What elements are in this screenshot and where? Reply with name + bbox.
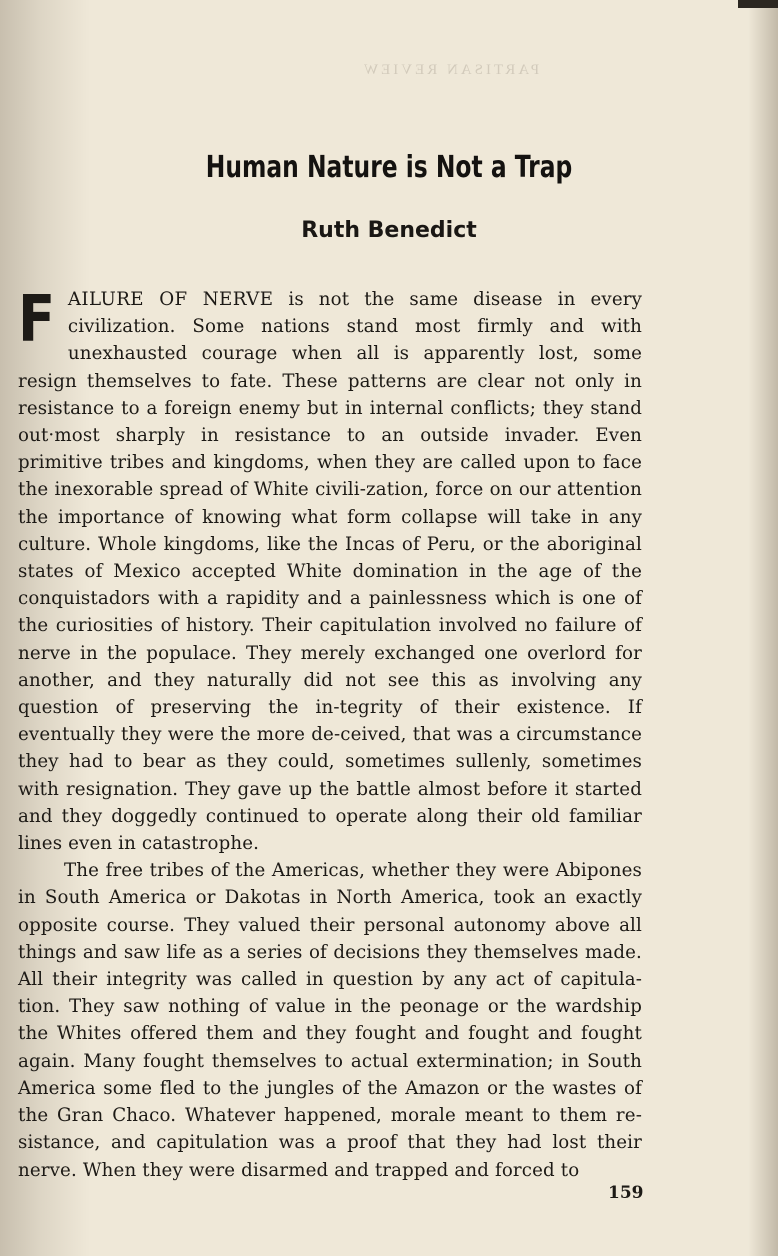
drop-cap: F (18, 283, 56, 357)
article-title: Human Nature is Not a Trap (205, 150, 573, 185)
paragraph-1 (18, 244, 642, 857)
article-body (18, 244, 642, 1184)
bleed-through-header: PARTISAN REVIEW (360, 62, 540, 78)
page-edge-shadow (738, 0, 778, 8)
paragraph-2: The free tribes of the Americas, whether they were Abipones in South America or Dakotas in North America, took an exactly opposite course. They valued their personal autonomy above all things and saw life as a series of decisions they themselves made. All their integrity was called in question by any act of capitula-tion. They saw nothing of value in the peonage or the wardship the Whites offered them and they fought and fought and fought again. Many fought themselves to actual extermination; in South America some fled to the jungles of the Amazon or the wastes of the Gran Chaco. Whatever happened, morale meant to them re-sistance, and capitulation was a proof that they had lost their nerve. When they were disarmed and trapped and forced to (18, 860, 642, 1181)
opening-small-caps: AILURE OF NERVE (67, 289, 274, 310)
paragraph-1-text: is not the same disease in every civilization. Some nations stand most firmly and with unexhausted courage when all is apparently lost, some resign themselves to fate. These patterns are clear not only in resistance to a foreign enemy but in internal conflicts; they stand out·most sharply in resistance to an outside invader. Even primitive tribes and kingdoms, when they are called upon to face the inexorable spread of White civili-zation, force on our attention the importance of knowing what form collapse will take in any culture. Whole kingdoms, like the Incas of Peru, or the aboriginal states of Mexico accepted White domination in the age of the conquistadors with a rapidity and a painlessness which is one of the curiosities of history. Their capitulation involved no failure of nerve in the populace. They merely exchanged one overlord for another, and they naturally did not see this as involving any question of preserving the in-tegrity of their existence. If eventually they were the more de-ceived, that was a circumstance they had to bear as they could, sometimes sullenly, sometimes with resignation. They gave up the battle almost before it started and they doggedly continued to operate along their old familiar lines even in catastrophe. (18, 289, 642, 855)
article-author: Ruth Benedict (301, 218, 477, 243)
page-number: 159 (608, 1183, 644, 1203)
